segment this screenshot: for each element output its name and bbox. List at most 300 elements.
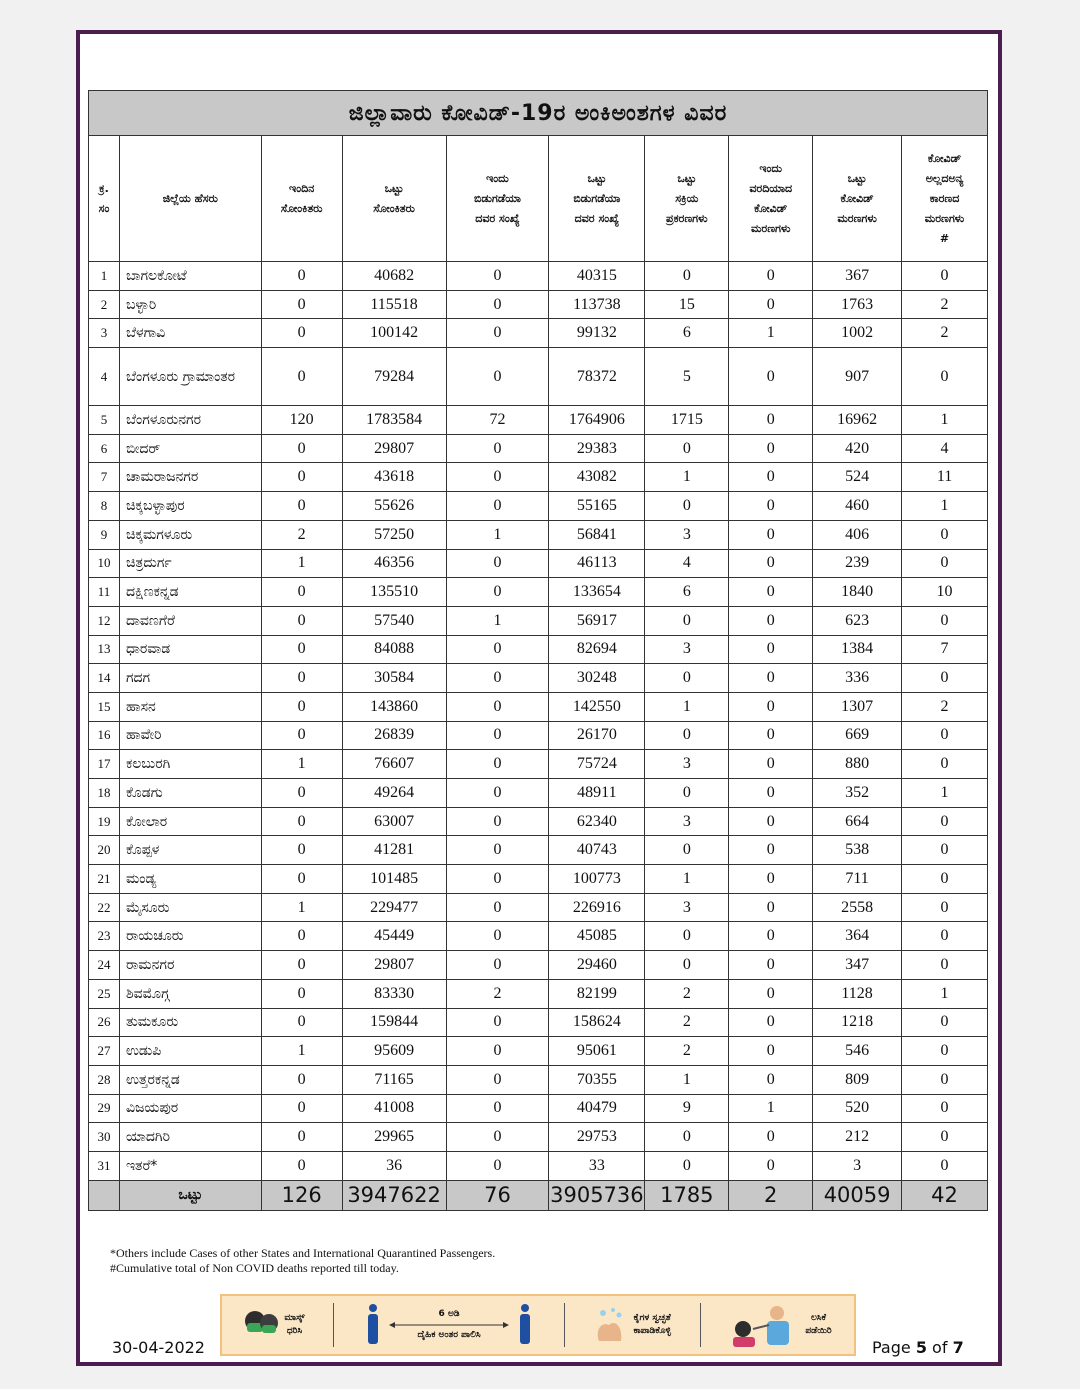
serial-cell: 23 <box>89 922 120 951</box>
table-row <box>89 290 988 319</box>
banner-distance <box>363 1303 535 1347</box>
value-cell: 29383 <box>549 434 645 463</box>
value-cell: 1 <box>261 750 342 779</box>
value-cell: 83330 <box>342 979 446 1008</box>
value-cell: 40315 <box>549 262 645 291</box>
district-name-cell: ಬೆಂಗಳೂರುನಗರ <box>119 406 261 435</box>
value-cell: 46356 <box>342 549 446 578</box>
value-cell: 0 <box>645 606 729 635</box>
value-cell: 3 <box>645 520 729 549</box>
value-cell: 45085 <box>549 922 645 951</box>
district-name-cell: ಚಾಮರಾಜನಗರ <box>119 463 261 492</box>
value-cell: 0 <box>446 463 549 492</box>
value-cell: 0 <box>446 721 549 750</box>
value-cell: 0 <box>729 951 813 980</box>
value-cell: 3 <box>813 1151 902 1180</box>
value-cell: 0 <box>645 779 729 808</box>
district-name-cell: ರಾಮನಗರ <box>119 951 261 980</box>
table-row <box>89 951 988 980</box>
value-cell: 0 <box>902 893 988 922</box>
value-cell: 0 <box>446 1151 549 1180</box>
value-cell: 1 <box>729 319 813 348</box>
serial-cell: 19 <box>89 807 120 836</box>
value-cell: 0 <box>729 549 813 578</box>
district-name-cell: ಬಳ್ಳಾರಿ <box>119 290 261 319</box>
district-name-cell: ಕೋಲಾರ <box>119 807 261 836</box>
value-cell: 40479 <box>549 1094 645 1123</box>
header-district: ಜಿಲ್ಲೆಯ ಹೆಸರು <box>119 136 261 262</box>
person-icon <box>363 1303 383 1347</box>
value-cell: 1 <box>902 406 988 435</box>
value-cell: 56841 <box>549 520 645 549</box>
value-cell: 1 <box>729 1094 813 1123</box>
value-cell: 2558 <box>813 893 902 922</box>
value-cell: 159844 <box>342 1008 446 1037</box>
value-cell: 0 <box>261 836 342 865</box>
value-cell: 0 <box>729 692 813 721</box>
value-cell: 3 <box>645 893 729 922</box>
value-cell: 0 <box>902 951 988 980</box>
banner-vaccine <box>729 1303 831 1347</box>
district-name-cell: ಇತರೆ* <box>119 1151 261 1180</box>
value-cell: 0 <box>902 721 988 750</box>
serial-cell: 2 <box>89 290 120 319</box>
serial-cell: 3 <box>89 319 120 348</box>
value-cell: 0 <box>729 406 813 435</box>
value-cell: 2 <box>645 1037 729 1066</box>
district-name-cell: ಉತ್ತರಕನ್ನಡ <box>119 1065 261 1094</box>
value-cell: 3 <box>645 635 729 664</box>
table-row <box>89 492 988 521</box>
safety-banner <box>220 1294 856 1356</box>
value-cell: 0 <box>261 692 342 721</box>
value-cell: 2 <box>902 290 988 319</box>
value-cell: 1 <box>261 893 342 922</box>
value-cell: 29807 <box>342 951 446 980</box>
table-row <box>89 578 988 607</box>
report-date: 30-04-2022 <box>112 1338 205 1357</box>
value-cell: 57540 <box>342 606 446 635</box>
table-row <box>89 1094 988 1123</box>
value-cell: 239 <box>813 549 902 578</box>
total-value-cell: 2 <box>729 1180 813 1210</box>
value-cell: 0 <box>261 1008 342 1037</box>
value-cell: 1218 <box>813 1008 902 1037</box>
distance-text: ದೈಹಿಕ ಅಂತರ ಪಾಲಿಸಿ <box>417 1330 481 1340</box>
value-cell: 40682 <box>342 262 446 291</box>
table-row <box>89 922 988 951</box>
page-total: 7 <box>952 1338 964 1357</box>
district-name-cell: ಬಾಗಲಕೋಟೆ <box>119 262 261 291</box>
value-cell: 1763 <box>813 290 902 319</box>
value-cell: 0 <box>645 492 729 521</box>
value-cell: 226916 <box>549 893 645 922</box>
header-today-discharged: ಇಂದು ಬಿಡುಗಡೆಯಾ ದವರ ಸಂಖ್ಯೆ <box>446 136 549 262</box>
serial-cell: 28 <box>89 1065 120 1094</box>
table-row <box>89 262 988 291</box>
district-name-cell: ಹಾಸನ <box>119 692 261 721</box>
table-row <box>89 893 988 922</box>
value-cell: 75724 <box>549 750 645 779</box>
hand-wash-icon <box>593 1305 627 1345</box>
value-cell: 0 <box>261 979 342 1008</box>
banner-divider <box>564 1303 565 1347</box>
banner-divider <box>700 1303 701 1347</box>
value-cell: 46113 <box>549 549 645 578</box>
value-cell: 26839 <box>342 721 446 750</box>
value-cell: 524 <box>813 463 902 492</box>
district-name-cell: ರಾಯಚೂರು <box>119 922 261 951</box>
value-cell: 0 <box>261 1065 342 1094</box>
value-cell: 406 <box>813 520 902 549</box>
table-row <box>89 406 988 435</box>
value-cell: 0 <box>261 865 342 894</box>
value-cell: 0 <box>902 1094 988 1123</box>
district-name-cell: ಮಂಡ್ಯ <box>119 865 261 894</box>
serial-cell: 14 <box>89 664 120 693</box>
value-cell: 3 <box>645 750 729 779</box>
table-row <box>89 520 988 549</box>
serial-cell: 8 <box>89 492 120 521</box>
value-cell: 72 <box>446 406 549 435</box>
value-cell: 0 <box>261 319 342 348</box>
value-cell: 11 <box>902 463 988 492</box>
page-mid: of <box>926 1338 953 1357</box>
district-name-cell: ಧಾರವಾಡ <box>119 635 261 664</box>
value-cell: 0 <box>729 1123 813 1152</box>
header-noncovid-deaths: ಕೋವಿಡ್ ಅಲ್ಲದಅನ್ಯ ಕಾರಣದ ಮರಣಗಳು # <box>902 136 988 262</box>
serial-cell: 31 <box>89 1151 120 1180</box>
value-cell: 0 <box>446 348 549 406</box>
value-cell: 2 <box>261 520 342 549</box>
value-cell: 0 <box>261 635 342 664</box>
banner-mask-text: ಮಾಸ್ಕ್ ಧರಿಸಿ <box>284 1313 305 1336</box>
serial-cell: 29 <box>89 1094 120 1123</box>
value-cell: 9 <box>645 1094 729 1123</box>
value-cell: 45449 <box>342 922 446 951</box>
value-cell: 0 <box>446 807 549 836</box>
document-page <box>76 30 1002 1366</box>
value-cell: 0 <box>902 807 988 836</box>
table-row <box>89 721 988 750</box>
value-cell: 0 <box>261 922 342 951</box>
value-cell: 0 <box>729 807 813 836</box>
value-cell: 142550 <box>549 692 645 721</box>
value-cell: 3 <box>645 807 729 836</box>
value-cell: 84088 <box>342 635 446 664</box>
value-cell: 0 <box>446 664 549 693</box>
banner-vaccine-text: ಲಸಿಕೆ ಪಡೆಯಿರಿ <box>805 1313 832 1336</box>
value-cell: 1 <box>261 549 342 578</box>
value-cell: 36 <box>342 1151 446 1180</box>
value-cell: 0 <box>902 664 988 693</box>
value-cell: 1 <box>645 692 729 721</box>
value-cell: 0 <box>645 836 729 865</box>
double-arrow-icon <box>389 1321 509 1329</box>
header-total-discharged: ಒಟ್ಟು ಬಿಡುಗಡೆಯಾ ದವರ ಸಂಖ್ಯೆ <box>549 136 645 262</box>
value-cell: 0 <box>729 434 813 463</box>
serial-cell: 30 <box>89 1123 120 1152</box>
value-cell: 0 <box>261 578 342 607</box>
value-cell: 0 <box>261 463 342 492</box>
banner-hands <box>593 1305 670 1345</box>
table-row <box>89 1008 988 1037</box>
value-cell: 0 <box>446 865 549 894</box>
value-cell: 1 <box>902 779 988 808</box>
value-cell: 71165 <box>342 1065 446 1094</box>
value-cell: 1764906 <box>549 406 645 435</box>
value-cell: 1 <box>261 1037 342 1066</box>
table-row <box>89 635 988 664</box>
value-cell: 0 <box>902 1008 988 1037</box>
value-cell: 0 <box>902 348 988 406</box>
value-cell: 0 <box>729 578 813 607</box>
value-cell: 0 <box>446 922 549 951</box>
total-value-cell: 76 <box>446 1180 549 1210</box>
value-cell: 70355 <box>549 1065 645 1094</box>
value-cell: 43082 <box>549 463 645 492</box>
value-cell: 0 <box>729 750 813 779</box>
district-name-cell: ಕೊಪ್ಪಳ <box>119 836 261 865</box>
value-cell: 78372 <box>549 348 645 406</box>
value-cell: 1 <box>446 520 549 549</box>
serial-cell: 20 <box>89 836 120 865</box>
value-cell: 0 <box>446 492 549 521</box>
value-cell: 546 <box>813 1037 902 1066</box>
footnote-others: *Others include Cases of other States and International Quarantined Passengers. <box>110 1246 496 1260</box>
value-cell: 76607 <box>342 750 446 779</box>
value-cell: 336 <box>813 664 902 693</box>
banner-hands-text: ಕೈಗಳ ಸ್ವಚ್ಛತೆ ಕಾಪಾಡಿಕೊಳ್ಳಿ <box>633 1313 671 1336</box>
district-name-cell: ಮೈಸೂರು <box>119 893 261 922</box>
district-name-cell: ದಕ್ಷಿಣಕನ್ನಡ <box>119 578 261 607</box>
value-cell: 95061 <box>549 1037 645 1066</box>
value-cell: 0 <box>729 520 813 549</box>
district-name-cell: ಚಿಕ್ಕಬಳ್ಳಾಪುರ <box>119 492 261 521</box>
district-name-cell: ಹಾವೇರಿ <box>119 721 261 750</box>
value-cell: 0 <box>645 434 729 463</box>
value-cell: 0 <box>261 348 342 406</box>
value-cell: 62340 <box>549 807 645 836</box>
district-name-cell: ಕಲಬುರಗಿ <box>119 750 261 779</box>
value-cell: 16962 <box>813 406 902 435</box>
value-cell: 0 <box>645 1123 729 1152</box>
value-cell: 30584 <box>342 664 446 693</box>
value-cell: 0 <box>645 922 729 951</box>
page-prefix: Page <box>872 1338 916 1357</box>
value-cell: 2 <box>902 692 988 721</box>
value-cell: 7 <box>902 635 988 664</box>
value-cell: 1 <box>645 865 729 894</box>
value-cell: 0 <box>446 319 549 348</box>
value-cell: 0 <box>261 951 342 980</box>
table-row <box>89 1123 988 1152</box>
value-cell: 520 <box>813 1094 902 1123</box>
value-cell: 0 <box>729 290 813 319</box>
value-cell: 0 <box>446 262 549 291</box>
value-cell: 0 <box>261 606 342 635</box>
table-row <box>89 1037 988 1066</box>
header-total-positive: ಒಟ್ಟು ಸೋಂಕಿತರು <box>342 136 446 262</box>
total-value-cell: 1785 <box>645 1180 729 1210</box>
value-cell: 0 <box>729 979 813 1008</box>
value-cell: 907 <box>813 348 902 406</box>
value-cell: 1002 <box>813 319 902 348</box>
value-cell: 0 <box>729 606 813 635</box>
value-cell: 40743 <box>549 836 645 865</box>
table-row <box>89 664 988 693</box>
value-cell: 0 <box>446 951 549 980</box>
value-cell: 0 <box>446 750 549 779</box>
table-header-row <box>89 136 988 262</box>
value-cell: 229477 <box>342 893 446 922</box>
value-cell: 29753 <box>549 1123 645 1152</box>
total-label: ಒಟ್ಟು <box>119 1180 261 1210</box>
value-cell: 133654 <box>549 578 645 607</box>
value-cell: 0 <box>729 492 813 521</box>
value-cell: 29460 <box>549 951 645 980</box>
district-name-cell: ದಾವಣಗೆರೆ <box>119 606 261 635</box>
value-cell: 56917 <box>549 606 645 635</box>
table-row <box>89 692 988 721</box>
value-cell: 0 <box>446 1123 549 1152</box>
value-cell: 1307 <box>813 692 902 721</box>
value-cell: 15 <box>645 290 729 319</box>
value-cell: 95609 <box>342 1037 446 1066</box>
value-cell: 0 <box>729 721 813 750</box>
value-cell: 29807 <box>342 434 446 463</box>
value-cell: 0 <box>446 1065 549 1094</box>
value-cell: 711 <box>813 865 902 894</box>
value-cell: 0 <box>261 1123 342 1152</box>
value-cell: 0 <box>645 262 729 291</box>
value-cell: 0 <box>261 434 342 463</box>
value-cell: 4 <box>902 434 988 463</box>
distance-value: 6 ಅಡಿ <box>438 1309 460 1319</box>
value-cell: 1840 <box>813 578 902 607</box>
value-cell: 0 <box>729 836 813 865</box>
value-cell: 0 <box>902 1123 988 1152</box>
value-cell: 41281 <box>342 836 446 865</box>
table-row <box>89 463 988 492</box>
serial-cell: 27 <box>89 1037 120 1066</box>
vaccination-icon <box>729 1303 799 1347</box>
value-cell: 143860 <box>342 692 446 721</box>
value-cell: 0 <box>902 1037 988 1066</box>
value-cell: 538 <box>813 836 902 865</box>
value-cell: 115518 <box>342 290 446 319</box>
value-cell: 0 <box>645 664 729 693</box>
page-number <box>872 1338 964 1357</box>
value-cell: 120 <box>261 406 342 435</box>
district-name-cell: ತುಮಕೂರು <box>119 1008 261 1037</box>
value-cell: 0 <box>902 606 988 635</box>
value-cell: 2 <box>446 979 549 1008</box>
value-cell: 57250 <box>342 520 446 549</box>
serial-cell: 18 <box>89 779 120 808</box>
value-cell: 0 <box>902 865 988 894</box>
serial-cell: 21 <box>89 865 120 894</box>
serial-cell: 9 <box>89 520 120 549</box>
value-cell: 2 <box>645 1008 729 1037</box>
value-cell: 0 <box>729 664 813 693</box>
value-cell: 1 <box>446 606 549 635</box>
serial-cell: 25 <box>89 979 120 1008</box>
covid-district-table <box>88 135 988 1211</box>
serial-cell: 26 <box>89 1008 120 1037</box>
value-cell: 99132 <box>549 319 645 348</box>
table-row <box>89 549 988 578</box>
banner-mask <box>244 1305 304 1345</box>
value-cell: 0 <box>902 549 988 578</box>
value-cell: 1128 <box>813 979 902 1008</box>
value-cell: 420 <box>813 434 902 463</box>
table-row <box>89 319 988 348</box>
value-cell: 0 <box>261 664 342 693</box>
value-cell: 0 <box>645 951 729 980</box>
value-cell: 101485 <box>342 865 446 894</box>
value-cell: 49264 <box>342 779 446 808</box>
value-cell: 0 <box>729 865 813 894</box>
table-row <box>89 979 988 1008</box>
header-sl: ಕ್ರ. ಸಂ <box>89 136 120 262</box>
value-cell: 4 <box>645 549 729 578</box>
value-cell: 1 <box>902 979 988 1008</box>
table-row <box>89 807 988 836</box>
banner-divider <box>333 1303 334 1347</box>
serial-cell: 10 <box>89 549 120 578</box>
value-cell: 0 <box>645 1151 729 1180</box>
footnotes <box>110 1246 495 1276</box>
value-cell: 0 <box>902 1065 988 1094</box>
value-cell: 0 <box>446 434 549 463</box>
value-cell: 0 <box>446 893 549 922</box>
value-cell: 0 <box>261 721 342 750</box>
table-row <box>89 836 988 865</box>
value-cell: 0 <box>261 492 342 521</box>
district-name-cell: ಗದಗ <box>119 664 261 693</box>
value-cell: 0 <box>446 578 549 607</box>
value-cell: 6 <box>645 578 729 607</box>
serial-cell: 7 <box>89 463 120 492</box>
serial-cell: 5 <box>89 406 120 435</box>
table-body <box>89 262 988 1211</box>
value-cell: 10 <box>902 578 988 607</box>
value-cell: 82199 <box>549 979 645 1008</box>
value-cell: 100773 <box>549 865 645 894</box>
value-cell: 55165 <box>549 492 645 521</box>
table-row <box>89 865 988 894</box>
table-row <box>89 750 988 779</box>
serial-cell: 17 <box>89 750 120 779</box>
district-name-cell: ಚಿತ್ರದುರ್ಗ <box>119 549 261 578</box>
total-value-cell: 40059 <box>813 1180 902 1210</box>
value-cell: 2 <box>902 319 988 348</box>
value-cell: 347 <box>813 951 902 980</box>
value-cell: 0 <box>729 922 813 951</box>
value-cell: 0 <box>446 1094 549 1123</box>
header-today-deaths: ಇಂದು ವರದಿಯಾದ ಕೋವಿಡ್ ಮರಣಗಳು <box>729 136 813 262</box>
value-cell: 0 <box>446 836 549 865</box>
district-name-cell: ಬೆಳಗಾವಿ <box>119 319 261 348</box>
value-cell: 623 <box>813 606 902 635</box>
value-cell: 0 <box>729 463 813 492</box>
distance-group <box>389 1308 509 1342</box>
serial-cell: 13 <box>89 635 120 664</box>
footnote-noncovid: #Cumulative total of Non COVID deaths reported till today. <box>110 1261 399 1275</box>
header-today-positive: ಇಂದಿನ ಸೋಂಕಿತರು <box>261 136 342 262</box>
value-cell: 0 <box>261 779 342 808</box>
